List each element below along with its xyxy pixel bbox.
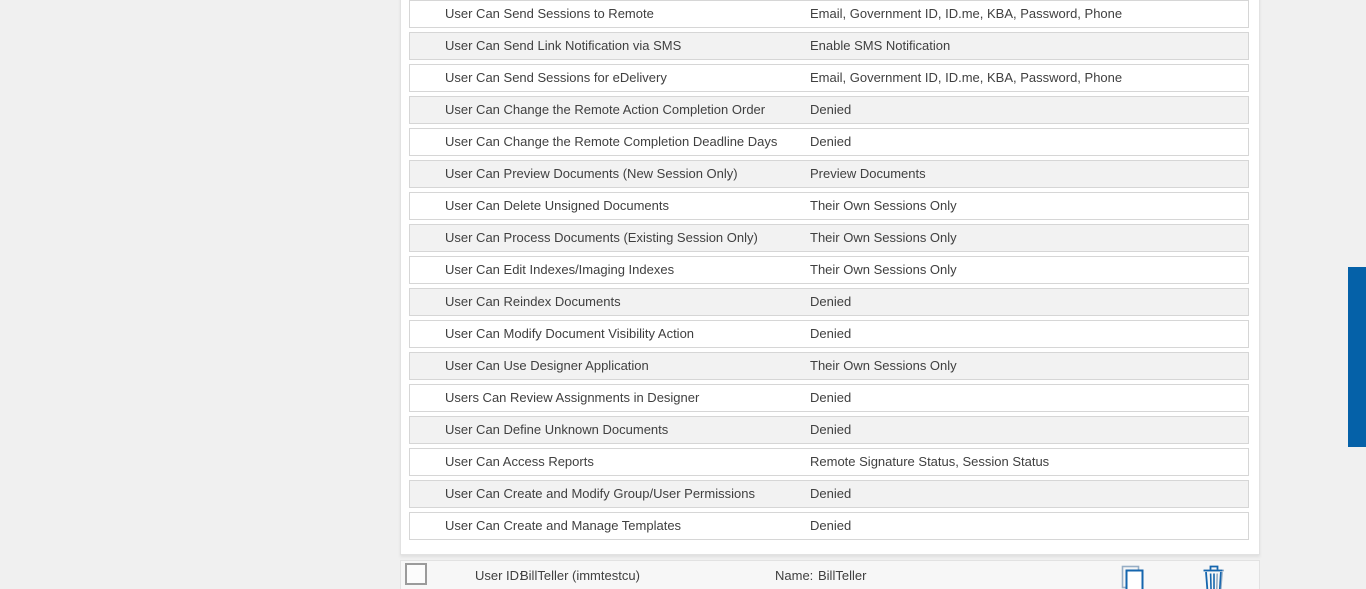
permission-name: User Can Define Unknown Documents [445,422,669,437]
permission-name: User Can Create and Manage Templates [445,518,682,533]
delete-user-button[interactable] [1200,565,1228,589]
permission-value: Enable SMS Notification [810,38,951,53]
permission-name: User Can Preview Documents (New Session Only) [445,166,738,181]
permissions-table [409,0,1249,540]
permission-row [409,64,1249,92]
permission-row [409,224,1249,252]
permission-value: Their Own Sessions Only [810,230,957,245]
permission-name: User Can Access Reports [445,454,594,469]
permission-row [409,480,1249,508]
permission-row [409,32,1249,60]
permission-row [409,352,1249,380]
permission-value: Denied [810,518,852,533]
permission-value: Denied [810,486,852,501]
permission-name: User Can Send Sessions to Remote [445,6,654,21]
name-label: Name: [775,568,814,583]
permission-row [409,288,1249,316]
permission-row [409,0,1249,28]
permissions-card [400,0,1260,555]
permission-row [409,128,1249,156]
permission-value: Denied [810,294,852,309]
permission-name: User Can Send Sessions for eDelivery [445,70,667,85]
permission-value: Denied [810,102,852,117]
permission-row [409,160,1249,188]
permission-value: Their Own Sessions Only [810,358,957,373]
permission-value: Denied [810,134,852,149]
user-id-label: User ID: [475,568,523,583]
user-row [400,560,1260,589]
permission-row [409,416,1249,444]
trash-icon [1201,583,1227,589]
permission-row [409,448,1249,476]
scrollbar-thumb[interactable] [1348,267,1366,447]
permission-value: Denied [810,390,852,405]
permission-name: User Can Process Documents (Existing Session Only) [445,230,758,245]
permission-value: Email, Government ID, ID.me, KBA, Password, Phone [810,70,1123,85]
permission-name: User Can Reindex Documents [445,294,621,309]
permission-name: User Can Use Designer Application [445,358,649,373]
permission-name: User Can Delete Unsigned Documents [445,198,669,213]
permission-name: User Can Modify Document Visibility Action [445,326,695,341]
permission-name: User Can Send Link Notification via SMS [445,38,682,53]
permission-value: Their Own Sessions Only [810,198,957,213]
permission-name: User Can Change the Remote Action Completion Order [445,102,766,117]
permission-value: Denied [810,422,852,437]
permission-row [409,320,1249,348]
permission-value: Their Own Sessions Only [810,262,957,277]
permission-value: Remote Signature Status, Session Status [810,454,1050,469]
user-id-value: BillTeller (immtestcu) [520,568,640,583]
copy-icon [1118,583,1146,589]
name-value: BillTeller [818,568,867,583]
permission-row [409,384,1249,412]
permission-row [409,256,1249,284]
permission-value: Preview Documents [810,166,926,181]
permission-name: Users Can Review Assignments in Designer [445,390,700,405]
permission-value: Email, Government ID, ID.me, KBA, Password, Phone [810,6,1123,21]
select-user-checkbox[interactable] [405,563,427,585]
permission-row [409,192,1249,220]
permission-name: User Can Change the Remote Completion Deadline Days [445,134,778,149]
permission-value: Denied [810,326,852,341]
permission-name: User Can Edit Indexes/Imaging Indexes [445,262,675,277]
copy-user-button[interactable] [1118,565,1146,589]
permission-row [409,96,1249,124]
permission-name: User Can Create and Modify Group/User Permissions [445,486,755,501]
permission-row [409,512,1249,540]
